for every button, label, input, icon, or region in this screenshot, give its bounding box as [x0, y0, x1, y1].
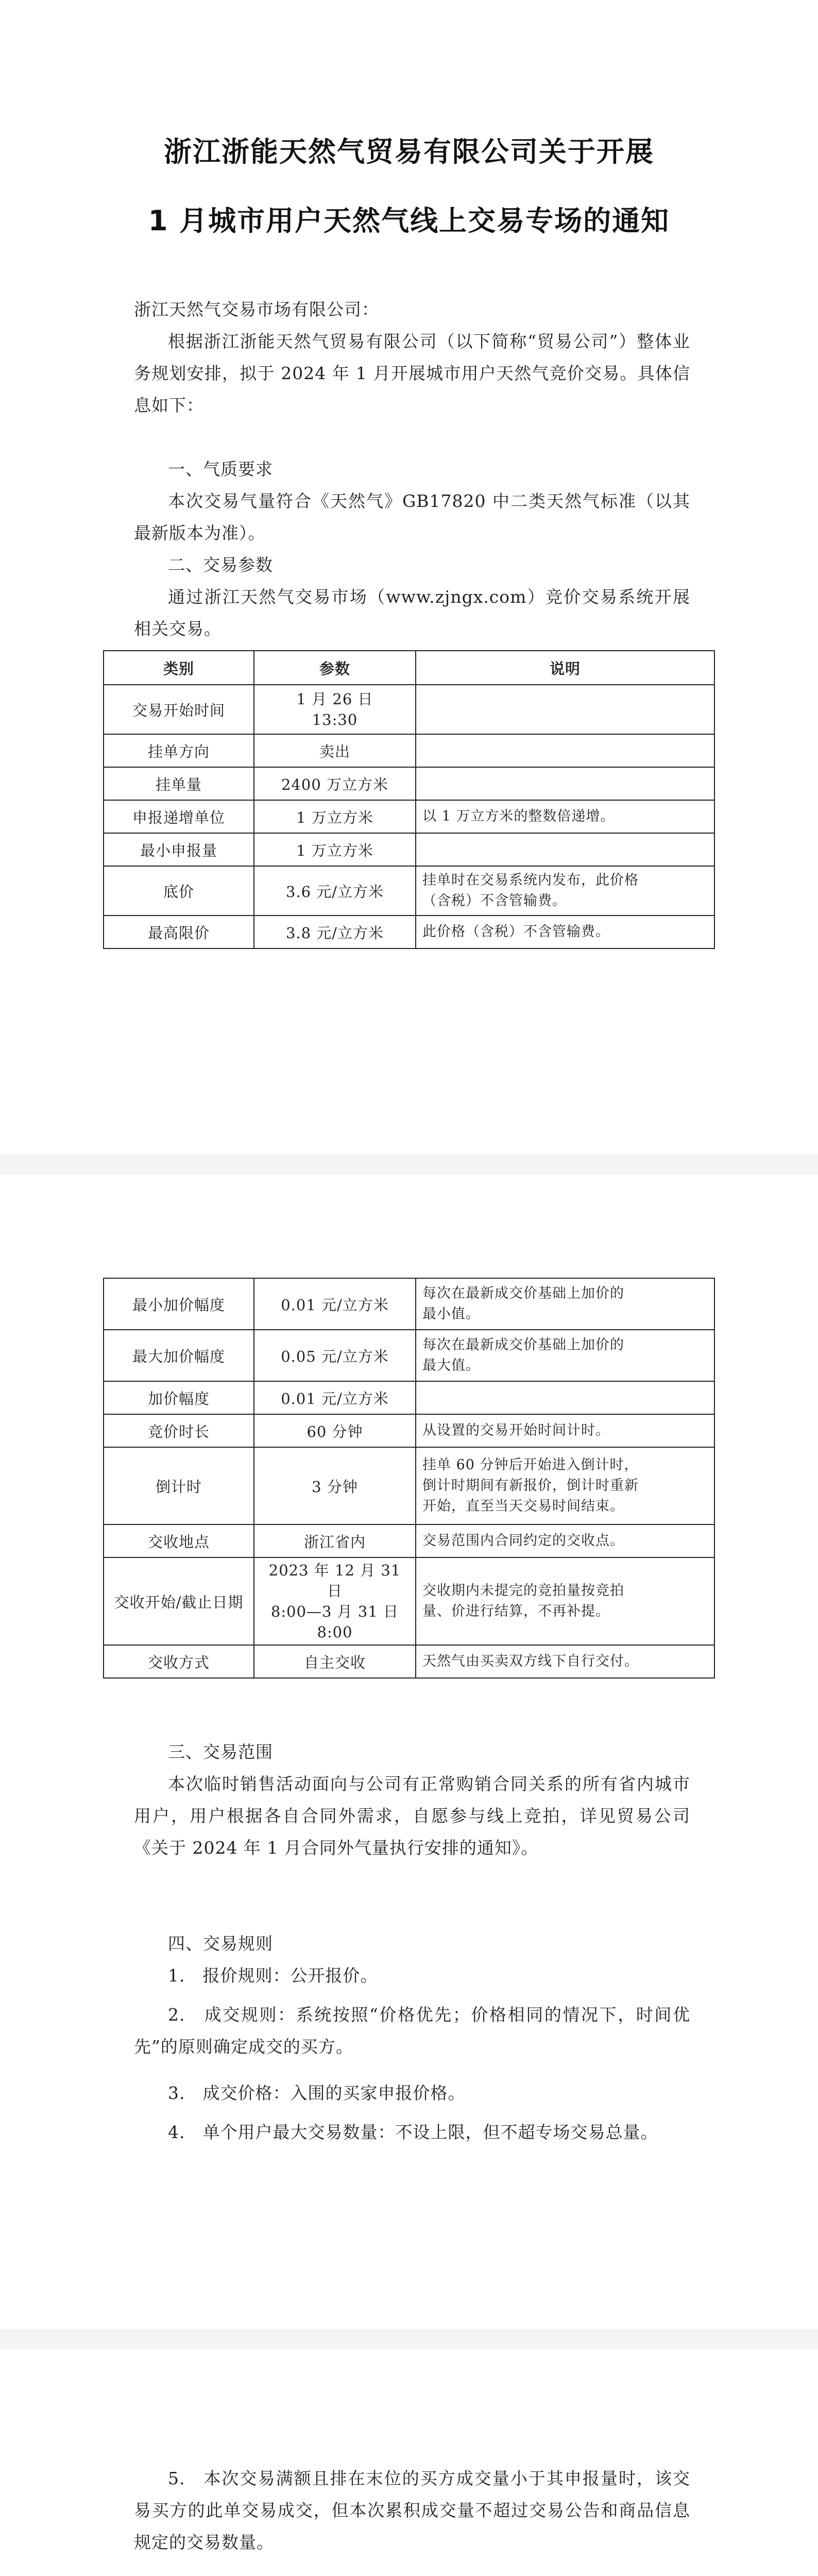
desc-line: 开始，直至当天交易时间结束。	[422, 1498, 624, 1514]
table-row	[104, 1414, 714, 1447]
row-category: 竞价时长	[104, 1414, 254, 1447]
desc-line: （含税）不含管输费。	[422, 893, 567, 909]
table-row	[104, 767, 714, 800]
table-row	[104, 800, 714, 833]
param-line: 13:30	[312, 711, 358, 728]
section-3-body: 本次临时销售活动面向与公司有正常购销合同关系的所有省内城市用户，用户根据各自合同外需求，自愿参与线上竞拍，详见贸易公司《关于 2024 年 1 月合同外气量执行安排的通知》。	[134, 1774, 690, 1858]
row-description: 从设置的交易开始时间计时。	[416, 1414, 714, 1447]
document-page-2	[0, 1175, 818, 2329]
section-2-body: 通过浙江天然气交易市场（www.zjngx.com）竞价交易系统开展相关交易。	[134, 587, 690, 639]
table-row	[104, 1447, 714, 1524]
table-row	[104, 1524, 714, 1557]
desc-line: 每次在最新成交价基础上加价的	[422, 1337, 624, 1353]
intro-paragraph: 根据浙江浙能天然气贸易有限公司（以下简称“贸易公司”）整体业务规划安排，拟于 2024 年 1 月开展城市用户天然气竞价交易。具体信息如下：	[134, 331, 690, 415]
row-category: 交收方式	[104, 1645, 254, 1678]
rule-1: 1. 报价规则：公开报价。	[168, 1965, 378, 1986]
document-page-1	[0, 0, 818, 1154]
rule-2: 2. 成交规则：系统按照“价格优先；价格相同的情况下，时间优先”的原则确定成交的买方。	[134, 2005, 690, 2057]
table-header-row	[104, 651, 714, 685]
parameters-table-part-2	[103, 1278, 715, 1679]
rule-5: 5. 本次交易满额且排在末位的买方成交量小于其申报量时，该交易买方的此单交易成交，但本次累积成交量不超过交易公告和商品信息规定的交易数量。	[134, 2468, 690, 2552]
desc-line: 量、价进行结算，不再补提。	[422, 1603, 610, 1619]
desc-line: 倒计时期间有新报价，倒计时重新	[422, 1478, 639, 1494]
table-row	[104, 1330, 714, 1381]
table-row	[104, 1645, 714, 1678]
document-title-line-1: 浙江浙能天然气贸易有限公司关于开展	[164, 135, 654, 168]
header-description: 说明	[416, 651, 714, 685]
row-description	[416, 1557, 714, 1645]
row-description	[416, 685, 714, 734]
row-parameter: 0.05 元/立方米	[254, 1330, 416, 1381]
desc-line: 挂单时在交易系统内发布，此价格	[422, 872, 639, 888]
desc-line: 最大值。	[422, 1358, 480, 1374]
row-parameter	[254, 685, 416, 734]
row-parameter: 2400 万立方米	[254, 767, 416, 800]
row-description: 天然气由买卖双方线下自行交付。	[416, 1645, 714, 1678]
row-category: 最小加价幅度	[104, 1278, 254, 1330]
table-row	[104, 833, 714, 866]
row-parameter: 3.8 元/立方米	[254, 916, 416, 948]
section-4-heading: 四、交易规则	[168, 1934, 273, 1954]
desc-line: 每次在最新成交价基础上加价的	[422, 1285, 624, 1301]
row-parameter: 浙江省内	[254, 1524, 416, 1557]
row-description	[416, 734, 714, 767]
table-row	[104, 1278, 714, 1330]
row-parameter: 0.01 元/立方米	[254, 1278, 416, 1330]
param-line: 1 月 26 日	[296, 690, 373, 708]
table-row	[104, 916, 714, 948]
header-category: 类别	[104, 651, 254, 685]
row-parameter	[254, 1557, 416, 1645]
row-parameter: 1 万立方米	[254, 800, 416, 833]
row-category: 挂单方向	[104, 734, 254, 767]
row-description	[416, 767, 714, 800]
row-parameter: 60 分钟	[254, 1414, 416, 1447]
document-title-line-2: 1 月城市用户天然气线上交易专场的通知	[148, 205, 670, 237]
table-row	[104, 1381, 714, 1414]
section-3-heading: 三、交易范围	[168, 1742, 273, 1762]
row-category: 申报递增单位	[104, 800, 254, 833]
row-parameter: 3.6 元/立方米	[254, 866, 416, 916]
document-page-3	[0, 2349, 818, 2576]
row-description	[416, 1381, 714, 1414]
row-description: 交易范围内合同约定的交收点。	[416, 1524, 714, 1557]
row-category: 交收地点	[104, 1524, 254, 1557]
desc-line: 最小值。	[422, 1306, 480, 1322]
row-description	[416, 1278, 714, 1330]
row-description	[416, 866, 714, 916]
param-line: 8:00	[317, 1623, 353, 1641]
row-description	[416, 1447, 714, 1524]
row-parameter: 3 分钟	[254, 1447, 416, 1524]
table-row	[104, 866, 714, 916]
section-2-heading: 二、交易参数	[168, 555, 273, 575]
row-parameter: 卖出	[254, 734, 416, 767]
row-category: 最高限价	[104, 916, 254, 948]
table-row	[104, 734, 714, 767]
row-description	[416, 1330, 714, 1381]
row-parameter: 自主交收	[254, 1645, 416, 1678]
desc-line: 挂单 60 分钟后开始进入倒计时，	[422, 1457, 639, 1473]
table-row	[104, 685, 714, 734]
row-description: 此价格（含税）不含管输费。	[416, 916, 714, 948]
param-line: 8:00—3 月 31 日	[270, 1603, 399, 1620]
header-parameter: 参数	[254, 651, 416, 685]
row-parameter: 0.01 元/立方米	[254, 1381, 416, 1414]
row-category: 最小申报量	[104, 833, 254, 866]
parameters-table-part-1	[103, 650, 715, 949]
row-category: 交易开始时间	[104, 685, 254, 734]
row-category: 交收开始/截止日期	[104, 1557, 254, 1645]
row-category: 底价	[104, 866, 254, 916]
table-row	[104, 1557, 714, 1645]
section-1-heading: 一、气质要求	[168, 459, 273, 479]
rule-4: 4. 单个用户最大交易数量：不设上限，但不超专场交易总量。	[168, 2122, 658, 2142]
desc-line: 交收期内未提完的竞拍量按竞拍	[422, 1583, 624, 1599]
rule-3: 3. 成交价格：入围的买家申报价格。	[168, 2083, 466, 2103]
row-category: 倒计时	[104, 1447, 254, 1524]
section-1-body: 本次交易气量符合《天然气》GB17820 中二类天然气标准（以其最新版本为准）。	[134, 491, 690, 543]
row-description	[416, 833, 714, 866]
salutation: 浙江天然气交易市场有限公司：	[134, 299, 379, 319]
row-category: 挂单量	[104, 767, 254, 800]
param-line: 2023 年 12 月 31 日	[268, 1562, 401, 1600]
row-category: 最大加价幅度	[104, 1330, 254, 1381]
row-category: 加价幅度	[104, 1381, 254, 1414]
row-description: 以 1 万立方米的整数倍递增。	[416, 800, 714, 833]
row-parameter: 1 万立方米	[254, 833, 416, 866]
